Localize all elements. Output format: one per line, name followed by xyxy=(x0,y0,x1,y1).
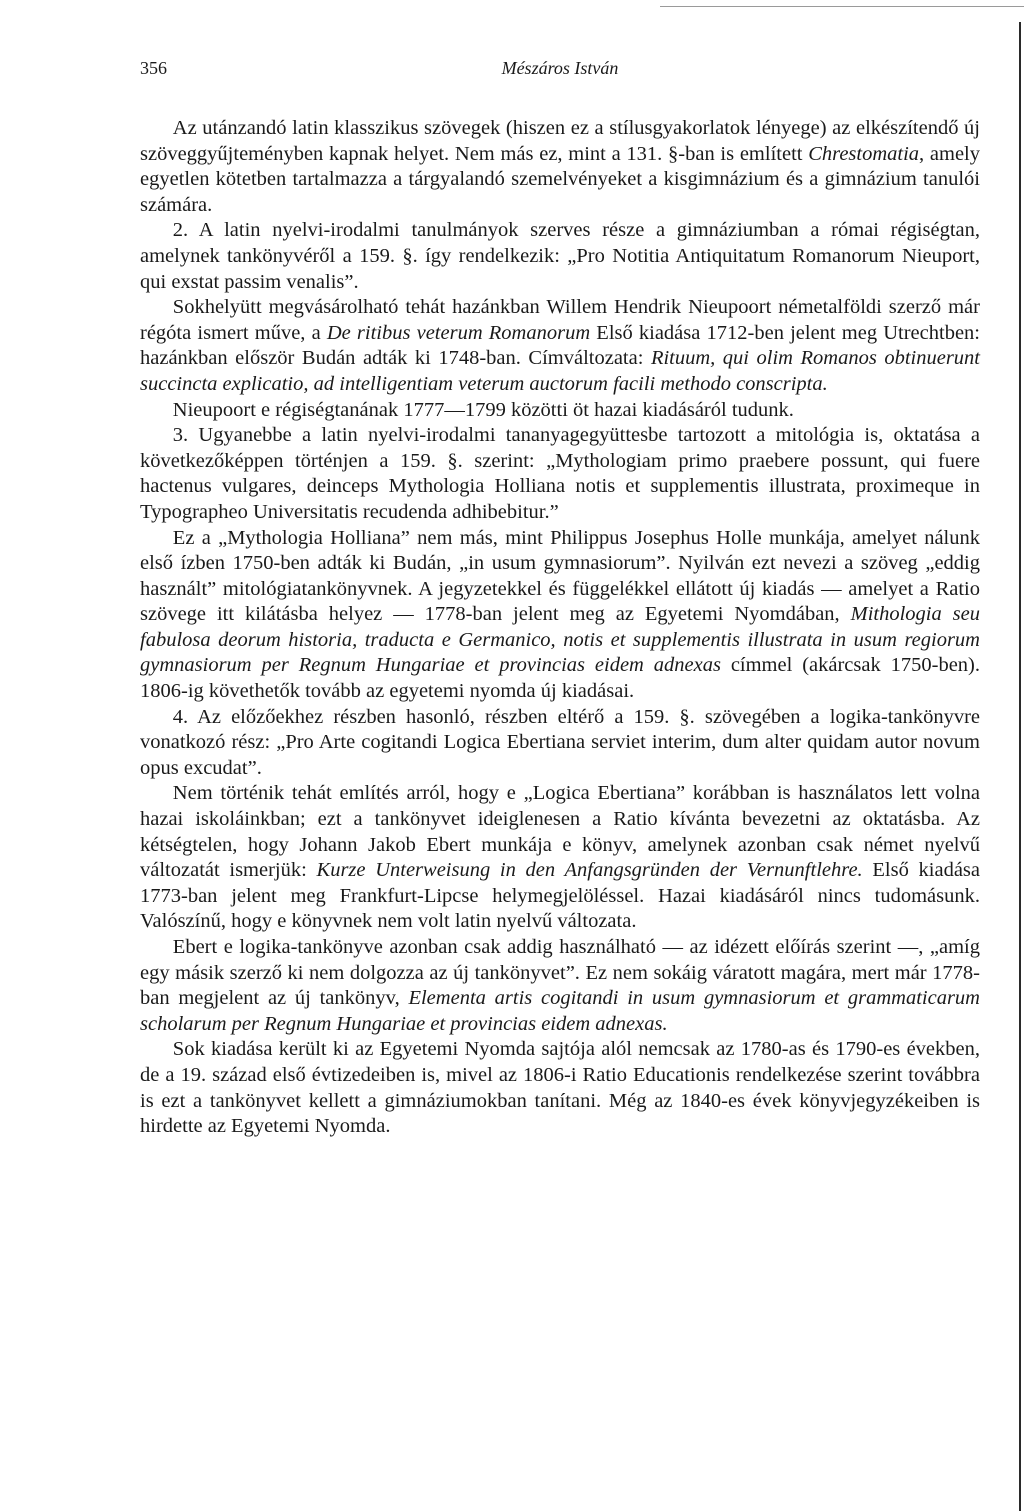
paragraph xyxy=(140,423,980,525)
italic-title: De ritibus veterum Romanorum xyxy=(326,321,591,344)
text-run: Nem történik tehát említés arról, hogy e „Logica Ebertiana” korábban is használatos lett volna hazai iskoláinkban; ezt a tankönyvet ideiglenesen a Ratio kívánta bevezetni az oktatásba. Az kétségtelen, hogy Johann Jakob Ebert munkája e könyv, amelynek azonban csak német nyelvű változatát ismerjük: xyxy=(140,782,980,882)
italic-title: Kurze Unterweisung in den Anfangsgründen der Vernunftlehre. xyxy=(316,859,863,882)
italic-title: Chrestomatia xyxy=(808,142,920,165)
text-run: Sokhelyütt megvásárolható tehát hazánkban Willem Hendrik Nieupoort németalföldi szerző már régóta ismert műve, a xyxy=(140,296,980,344)
italic-title: Rituum, qui olim Romanos obtinuerunt succincta explicatio, ad intelligentiam veterum auctorum facili methodo conscripta. xyxy=(140,347,980,395)
page-number: 356 xyxy=(140,58,167,78)
text-run: , amely egyetlen kötetben tartalmazza a tárgyalandó szemelvényeket a kisgimnázium és a gimnázium tanulói számára. xyxy=(140,142,980,216)
text-run: Az utánzandó latin klasszikus szövegek (hiszen ez a stílusgyakorlatok lényege) az elkészítendő új szöveggyűjteményben kapnak helyet. Nem más ez, mint a 131. §-ban is említett xyxy=(140,117,980,165)
text-run: címmel (akárcsak 1750-ben). 1806-ig követhetők tovább az egyetemi nyomda új kiadásai. xyxy=(140,654,980,703)
paragraph xyxy=(140,1037,980,1139)
text-run: Sok kiadása került ki az Egyetemi Nyomda sajtója alól nemcsak az 1780-as és 1790-es években, de a 19. század első évtizedeiben is, mivel az 1806-i Ratio Educationis rendelkezése szerint továbbra is ezt a tankönyvet kellett a gimnáziumokban tanítani. Még az 1840-es évek könyvjegyzékeiben is hirdette az Egyetemi Nyomda. xyxy=(140,1038,980,1138)
text-run: Ebert e logika-tankönyve azonban csak addig használható — az idézett előírás szerint —, „amíg egy másik szerző ki nem dolgozza az új tankönyvet”. Ez nem sokáig váratott magára, mert már 1778-ban megjelent az új tankönyv, xyxy=(140,936,980,1010)
paragraph xyxy=(140,781,980,935)
text-run: Első kiadása 1773-ban jelent meg Frankfurt-Lipcse helymegjelöléssel. Hazai kiadásáról nincs tudomásunk. Valószínű, hogy e könyvnek nem volt latin nyelvű változata. xyxy=(140,859,980,933)
text-run: 4. Az előzőekhez részben hasonló, részben eltérő a 159. §. szövegében a logika-tankönyvre vonatkozó rész: „Pro Arte cogitandi Logica Ebertiana serviet interim, dum alter quidam autor novum opus excudat”. xyxy=(140,705,980,779)
page-header xyxy=(140,58,980,88)
text-run: Nieupoort e régiségtanának 1777—1799 közötti öt hazai kiadásáról tudunk. xyxy=(172,398,794,421)
paragraph xyxy=(140,935,980,1037)
scan-top-rule xyxy=(660,6,1024,7)
running-head: Mészáros István xyxy=(501,58,619,78)
paragraph xyxy=(140,218,980,295)
text-run: Első kiadása 1712-ben jelent meg Utrechtben: hazánkban először Budán adták ki 1748-ban. Címváltozata: xyxy=(140,321,980,370)
paragraph xyxy=(140,295,980,397)
text-run: Ez a „Mythologia Holliana” nem más, mint Philippus Josephus Holle munkája, amelyet nálunk első ízben 1750-ben adták ki Budán, „in usum gymnasiorum”. Nyilván ezt nevezi a szöveg „eddig használt” mitológiatankönyvnek. A jegyzetekkel és függelékkel ellátott új kiadás — amelyet a Ratio szövege itt kilátásba helyez — 1778-ban jelent meg az Egyetemi Nyomdában, xyxy=(140,526,980,626)
paragraph xyxy=(140,526,980,705)
paragraph xyxy=(140,398,980,424)
italic-title: Mithologia seu fabulosa deorum historia, traducta e Germanico, notis et supplementis illustrata in usum regiorum gymnasiorum per Regnum Hungariae et provincias eidem adnexas xyxy=(140,603,980,677)
paragraph xyxy=(140,116,980,218)
text-run: 3. Ugyanebbe a latin nyelvi-irodalmi tananyagegyüttesbe tartozott a mitológia is, oktatása a következőképpen történjen a 159. §. szerint: „Mythologiam primo praebere possunt, qui fuere hactenus vulgares, deinceps Mythologia Holliana notis et supplementis illustrata, proximeque in Typographeo Universitatis recudenda adhibebitur.” xyxy=(140,424,980,523)
paragraph xyxy=(140,705,980,782)
text-run: 2. A latin nyelvi-irodalmi tanulmányok szerves része a gimnáziumban a római régiségtan, amelynek tankönyvéről a 159. §. így rendelkezik: „Pro Notitia Antiquitatum Romanorum Nieuport, qui exstat passim venalis”. xyxy=(140,219,980,293)
italic-title: Elementa artis cogitandi in usum gymnasiorum et grammaticarum scholarum per Regnum Hungariae et provincias eidem adnexas. xyxy=(140,987,980,1035)
body-text xyxy=(140,116,980,1140)
scan-right-edge xyxy=(1019,22,1021,1511)
